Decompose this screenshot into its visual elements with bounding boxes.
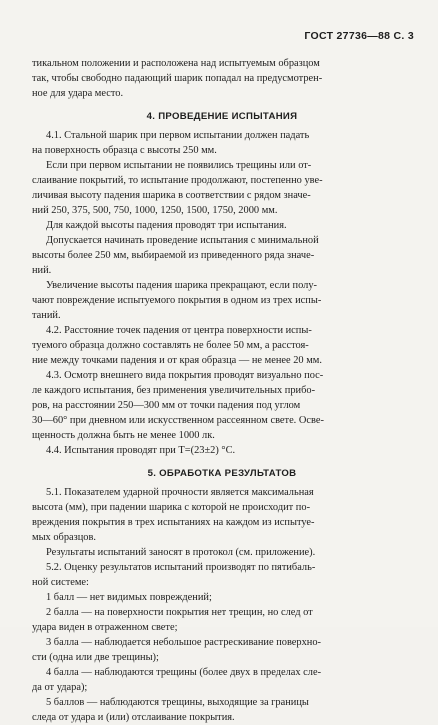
- text-line: Для каждой высоты падения проводят три испытания.: [46, 220, 287, 231]
- text-line: 4.2. Расстояние точек падения от центра поверхности испы-: [46, 325, 312, 336]
- intro-paragraph: [32, 56, 412, 101]
- paragraph: [32, 635, 412, 665]
- text-line: ний.: [32, 265, 52, 276]
- paragraph: [32, 158, 412, 218]
- text-line: 5.1. Показателем ударной прочности является максимальная: [46, 487, 314, 498]
- text-line: да от удара);: [32, 682, 88, 693]
- paragraph: [32, 278, 412, 323]
- text-line: мых образцов.: [32, 532, 97, 543]
- text-line: сти (одна или две трещины);: [32, 652, 159, 663]
- paragraph: [32, 323, 412, 368]
- text-line: ное для удара место.: [32, 88, 124, 99]
- text-line: Увеличение высоты падения шарика прекращают, если полу-: [46, 280, 317, 291]
- paragraph: [32, 695, 412, 725]
- text-line: Допускается начинать проведение испытания с минимальной: [46, 235, 319, 246]
- text-line: туемого образца должно составлять не более 50 мм, а расстоя-: [32, 340, 309, 351]
- text-line: личивая высоту падения шарика в соответствии с рядом значе-: [32, 190, 311, 201]
- text-line: тикальном положении и расположена над испытуемым образцом: [32, 58, 320, 69]
- paragraph: [32, 545, 412, 560]
- text-line: щенность должна быть не менее 1000 лк.: [32, 430, 215, 441]
- section-4-heading: 4. ПРОВЕДЕНИЕ ИСПЫТАНИЯ: [146, 111, 298, 122]
- text-line: ров, на расстоянии 250—300 мм от точки падения под углом: [32, 400, 301, 411]
- text-line: 2 балла — на поверхности покрытия нет трещин, но след от: [46, 607, 313, 618]
- paragraph: [32, 590, 412, 605]
- text-line: таний.: [32, 310, 61, 321]
- text-line: 5.2. Оценку результатов испытаний производят по пятибаль-: [46, 562, 316, 573]
- text-line: следа от удара и (или) отслаивание покрытия.: [32, 712, 235, 723]
- text-line: Результаты испытаний заносят в протокол (см. приложение).: [46, 547, 316, 558]
- text-line: 5 баллов — наблюдаются трещины, выходящие за границы: [46, 697, 309, 708]
- text-line: удара виден в отраженном свете;: [32, 622, 178, 633]
- paragraph: [32, 485, 412, 545]
- text-line: 30—60° при дневном или искусственном рассеянном свете. Осве-: [32, 415, 324, 426]
- text-line: слаивание покрытий, то испытание продолжают, постепенно уве-: [32, 175, 323, 186]
- text-line: Если при первом испытании не появились трещины или от-: [46, 160, 312, 171]
- text-line: на поверхность образца с высоты 250 мм.: [32, 145, 217, 156]
- text-line: 1 балл — нет видимых повреждений;: [46, 592, 212, 603]
- text-line: ние между точками падения и от края образца — не менее 20 мм.: [32, 355, 322, 366]
- section-5-body: [32, 485, 412, 725]
- text-line: высота (мм), при падении шарика с которой не происходит по-: [32, 502, 311, 513]
- page-content: [32, 56, 412, 725]
- paragraph: [32, 443, 412, 458]
- paragraph: [32, 560, 412, 590]
- text-line: чают повреждение испытуемого покрытия в одном из трех испы-: [32, 295, 322, 306]
- text-line: 4 балла — наблюдаются трещины (более двух в пределах сле-: [46, 667, 322, 678]
- text-line: ний 250, 375, 500, 750, 1000, 1250, 1500, 1750, 2000 мм.: [32, 205, 278, 216]
- text-line: ле каждого испытания, без применения увеличительных прибо-: [32, 385, 316, 396]
- text-line: ной системе:: [32, 577, 89, 588]
- text-line: так, чтобы свободно падающий шарик попадал на предусмотрен-: [32, 73, 323, 84]
- paragraph: [32, 233, 412, 278]
- text-line: высоты более 250 мм, выбираемой из приведенного ряда значе-: [32, 250, 315, 261]
- text-line: 3 балла — наблюдается небольшое растрескивание поверхно-: [46, 637, 322, 648]
- paragraph: [32, 665, 412, 695]
- text-line: 4.3. Осмотр внешнего вида покрытия проводят визуально пос-: [46, 370, 324, 381]
- paragraph: [32, 605, 412, 635]
- text-line: 4.1. Стальной шарик при первом испытании должен падать: [46, 130, 310, 141]
- text-line: вреждения покрытия в трех испытаниях на каждом из испытуе-: [32, 517, 315, 528]
- section-5-heading: 5. ОБРАБОТКА РЕЗУЛЬТАТОВ: [147, 468, 297, 479]
- paragraph: [32, 368, 412, 443]
- page-header: ГОСТ 27736—88 С. 3: [304, 30, 414, 42]
- paragraph: [32, 128, 412, 158]
- section-4-body: [32, 128, 412, 458]
- text-line: 4.4. Испытания проводят при T=(23±2) °С.: [46, 445, 236, 456]
- paragraph: [32, 218, 412, 233]
